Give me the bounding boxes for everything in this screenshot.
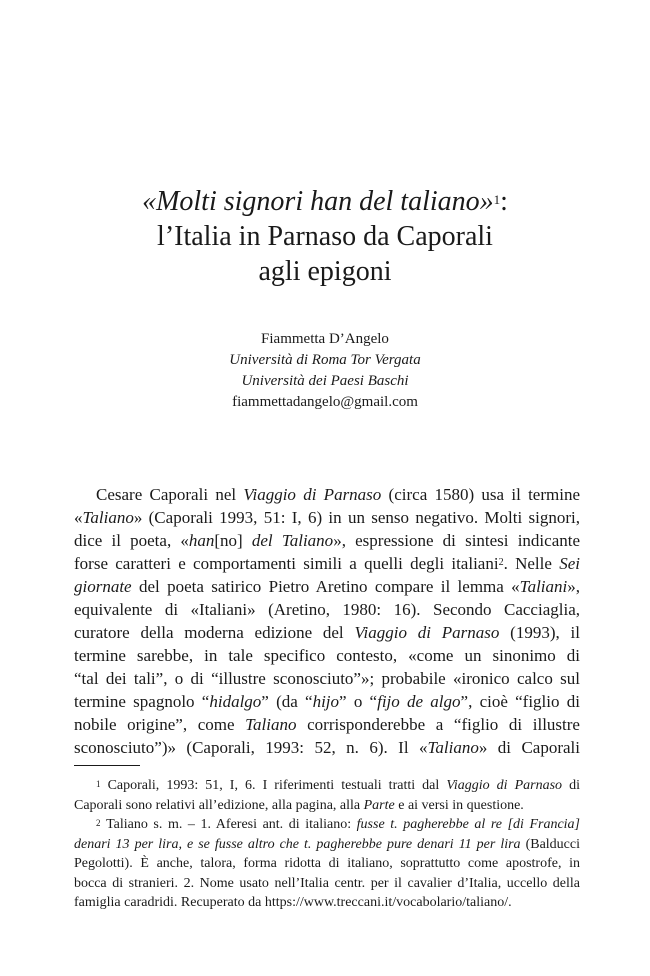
body-line-8: termine sarebbe, in tale specifico contesto, «come un sinonimo di: [74, 646, 580, 665]
footnote-2-line-2: denari 13 per lira, e se fusse altro che t. pagherebbe pure denari 11 per lira (Balducci: [74, 836, 580, 852]
footnote-ref-1[interactable]: 1: [493, 192, 501, 207]
body-line-9: “tal dei tali”, o di “illustre sconosciuto”»; probabile «ironico calco sul: [74, 669, 580, 688]
footnote-2-line-4: bocca di stranieri. 2. Nome usato nell’Italia centr. per il cavalier d’Italia, uccello della: [74, 875, 580, 891]
title-italic-quote: «Molti signori han del taliano»: [142, 186, 494, 217]
body-line-11: nobile origine”, come Taliano corrisponderebbe a “figlio di illustre: [74, 715, 580, 734]
body-line-1: Cesare Caporali nel Viaggio di Parnaso (circa 1580) usa il termine: [96, 485, 580, 504]
body-line-2: «Taliano» (Caporali 1993, 51: I, 6) in un senso negativo. Molti signori,: [74, 508, 580, 527]
author-email[interactable]: fiammettadangelo@gmail.com: [232, 394, 418, 410]
footnote-2-line-5[interactable]: famiglia caradridi. Recuperato da https://www.treccani.it/vocabolario/taliano/.: [74, 895, 512, 910]
footnote-mark-2: 2: [96, 818, 101, 828]
body-line-10: termine spagnolo “hidalgo” (da “hijo” o “fijo de algo”, cioè “figlio di: [74, 692, 580, 711]
author-block: [0, 329, 650, 413]
footnote-1-line-1: $^1$ Caporali, 1993: 51, I, 6. I riferimenti testuali tratti dal Viaggio di Parnaso di: [96, 778, 581, 793]
body-line-4: forse caratteri e comportamenti simili a quelli degli italiani$^2$. Nelle Sei: [74, 554, 580, 573]
body-line-5: giornate del poeta satirico Pietro Aretino compare il lemma «Taliani»,: [74, 577, 580, 596]
author-name: Fiammetta D’Angelo: [261, 331, 389, 347]
title-line-2: l’Italia in Parnaso da Caporali: [157, 221, 493, 252]
body-line-12: sconosciuto”)» (Caporali, 1993: 52, n. 6). Il «Taliano» di Caporali: [74, 738, 580, 757]
footnote-1-line-2: Caporali sono relativi all’edizione, alla pagina, alla Parte e ai versi in questione.: [74, 797, 524, 813]
body-line-7: curatore della moderna edizione del Viaggio di Parnaso (1993), il: [74, 623, 580, 642]
author-affiliation-2: Università dei Paesi Baschi: [241, 373, 409, 389]
footnotes: [74, 776, 580, 913]
footnote-ref-2[interactable]: 2: [498, 557, 504, 568]
body-line-6: equivalente di «Italiani» (Aretino, 1980: 16). Secondo Cacciaglia,: [74, 600, 580, 619]
body-paragraph: [74, 483, 580, 759]
title-line-1: [0, 184, 650, 219]
footnote-mark-1: 1: [96, 779, 101, 789]
footnote-2-line-3: Pegolotti). È anche, talora, forma ridotta di italiano, soprattutto come apostrofe, in: [74, 856, 580, 871]
footnote-separator: [74, 765, 140, 766]
author-affiliation-1: Università di Roma Tor Vergata: [229, 352, 421, 368]
title-colon: :: [500, 186, 508, 217]
footnote-2-line-1: $^2$ Taliano s. m. – 1. Aferesi ant. di italiano: fusse t. pagherebbe al re [di Francia]: [96, 817, 580, 832]
body-line-3: dice il poeta, «han[no] del Taliano», espressione di sintesi indicante: [74, 531, 581, 550]
title-line-3: agli epigoni: [258, 256, 392, 287]
article-title: [0, 184, 650, 289]
